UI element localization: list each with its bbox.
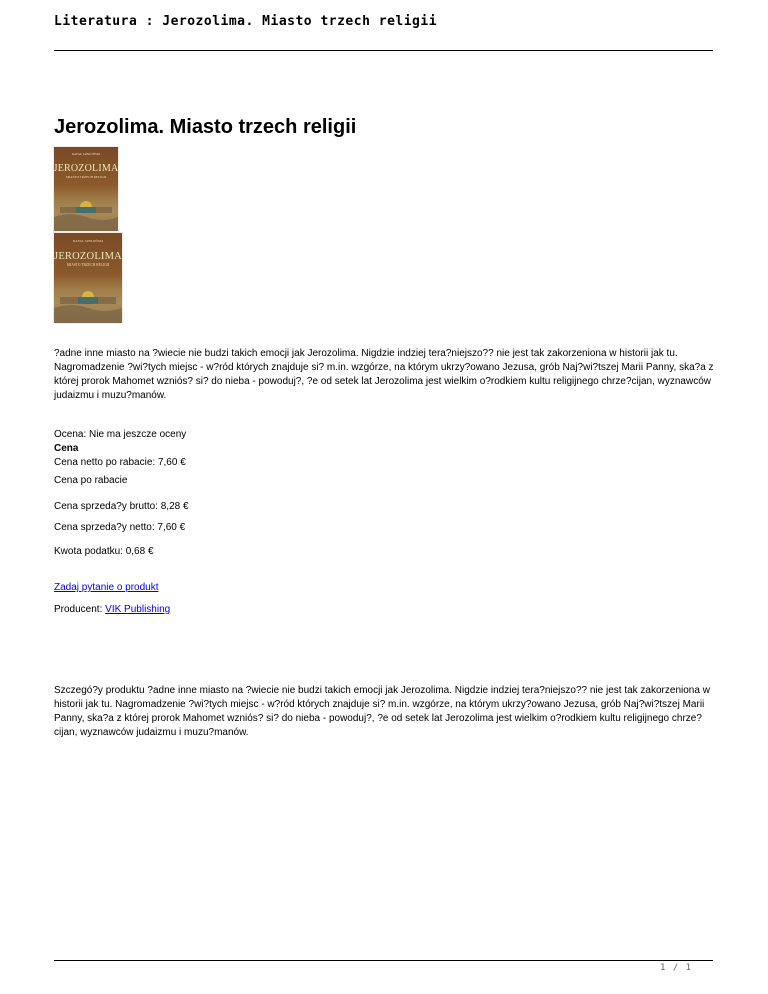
book-cover-image[interactable] [54, 147, 118, 231]
tax-amount: Kwota podatku: 0,68 € [54, 546, 154, 557]
cover-subtitle: MIASTO TRZECH RELIGII [66, 175, 106, 179]
cover-author: RAFAŁ JABŁOŃSKI [72, 239, 104, 243]
product-details: Szczegó?y produktu ?adne inne miasto na ?wiecie nie budzi takich emocji jak Jerozolima. Nigdzie indziej tera?niejszo?? nie jest tak zakorzeniona w historii jak tu. Nagromadzenie ?wi?tych miejsc - w?ród których znajduje si? m.in. wzgórze, na którym ukrzy?owano Jezusa, grób Naj?wi?tszej Marii Panny, ska?a z której prorok Mahomet wzniós? si? do nieba - powoduj?, ?e od setek lat Jerozolima jest wielkim o?rodkiem kultu religijnego chrze?cijan, wyznawców judaizmu i muzu?manów. [54, 685, 710, 738]
producer-row [54, 603, 170, 617]
book-cover-image[interactable] [54, 233, 122, 323]
ask-question-row [54, 581, 159, 595]
price-after-discount: Cena po rabacie [54, 475, 128, 486]
price-heading: Cena [54, 443, 79, 454]
cover-title: JEROZOLIMA [54, 163, 118, 174]
header-title: Literatura : Jerozolima. Miasto trzech religii [54, 14, 438, 29]
cover-subtitle: MIASTO TRZECH RELIGII [66, 263, 110, 267]
product-description: ?adne inne miasto na ?wiecie nie budzi takich emocji jak Jerozolima. Nigdzie indziej tera?niejszo?? nie jest tak zakorzeniona w historii jak tu. Nagromadzenie ?wi?tych miejsc - w?ród których znajduje si? m.in. wzgórze, na którym ukrzy?owano Jezusa, grób Naj?wi?tszej Marii Panny, ska?a z której prorok Mahomet wzniós? si? do nieba - powoduj?, ?e od setek lat Jerozolima jest wielkim o?rodkiem kultu religijnego chrze?cijan, wyznawców judaizmu i muzu?manów. [54, 348, 714, 401]
net-sale-price: Cena sprzeda?y netto: 7,60 € [54, 522, 186, 533]
producer-label: Producent: [54, 604, 103, 615]
ask-question-link[interactable]: Zadaj pytanie o produkt [54, 582, 159, 593]
gross-sale-price: Cena sprzeda?y brutto: 8,28 € [54, 501, 189, 512]
cover-author: RAFAŁ JABŁOŃSKI [71, 152, 101, 156]
cover-title: JEROZOLIMA [54, 251, 122, 262]
footer-divider [54, 960, 713, 961]
net-price-after-discount: Cena netto po rabacie: 7,60 € [54, 457, 186, 468]
producer-link[interactable]: VIK Publishing [105, 604, 171, 615]
header-divider [54, 50, 713, 51]
page-number: 1 / 1 [660, 963, 693, 973]
page-title: Jerozolima. Miasto trzech religii [54, 116, 357, 138]
rating-text: Ocena: Nie ma jeszcze oceny [54, 429, 187, 440]
